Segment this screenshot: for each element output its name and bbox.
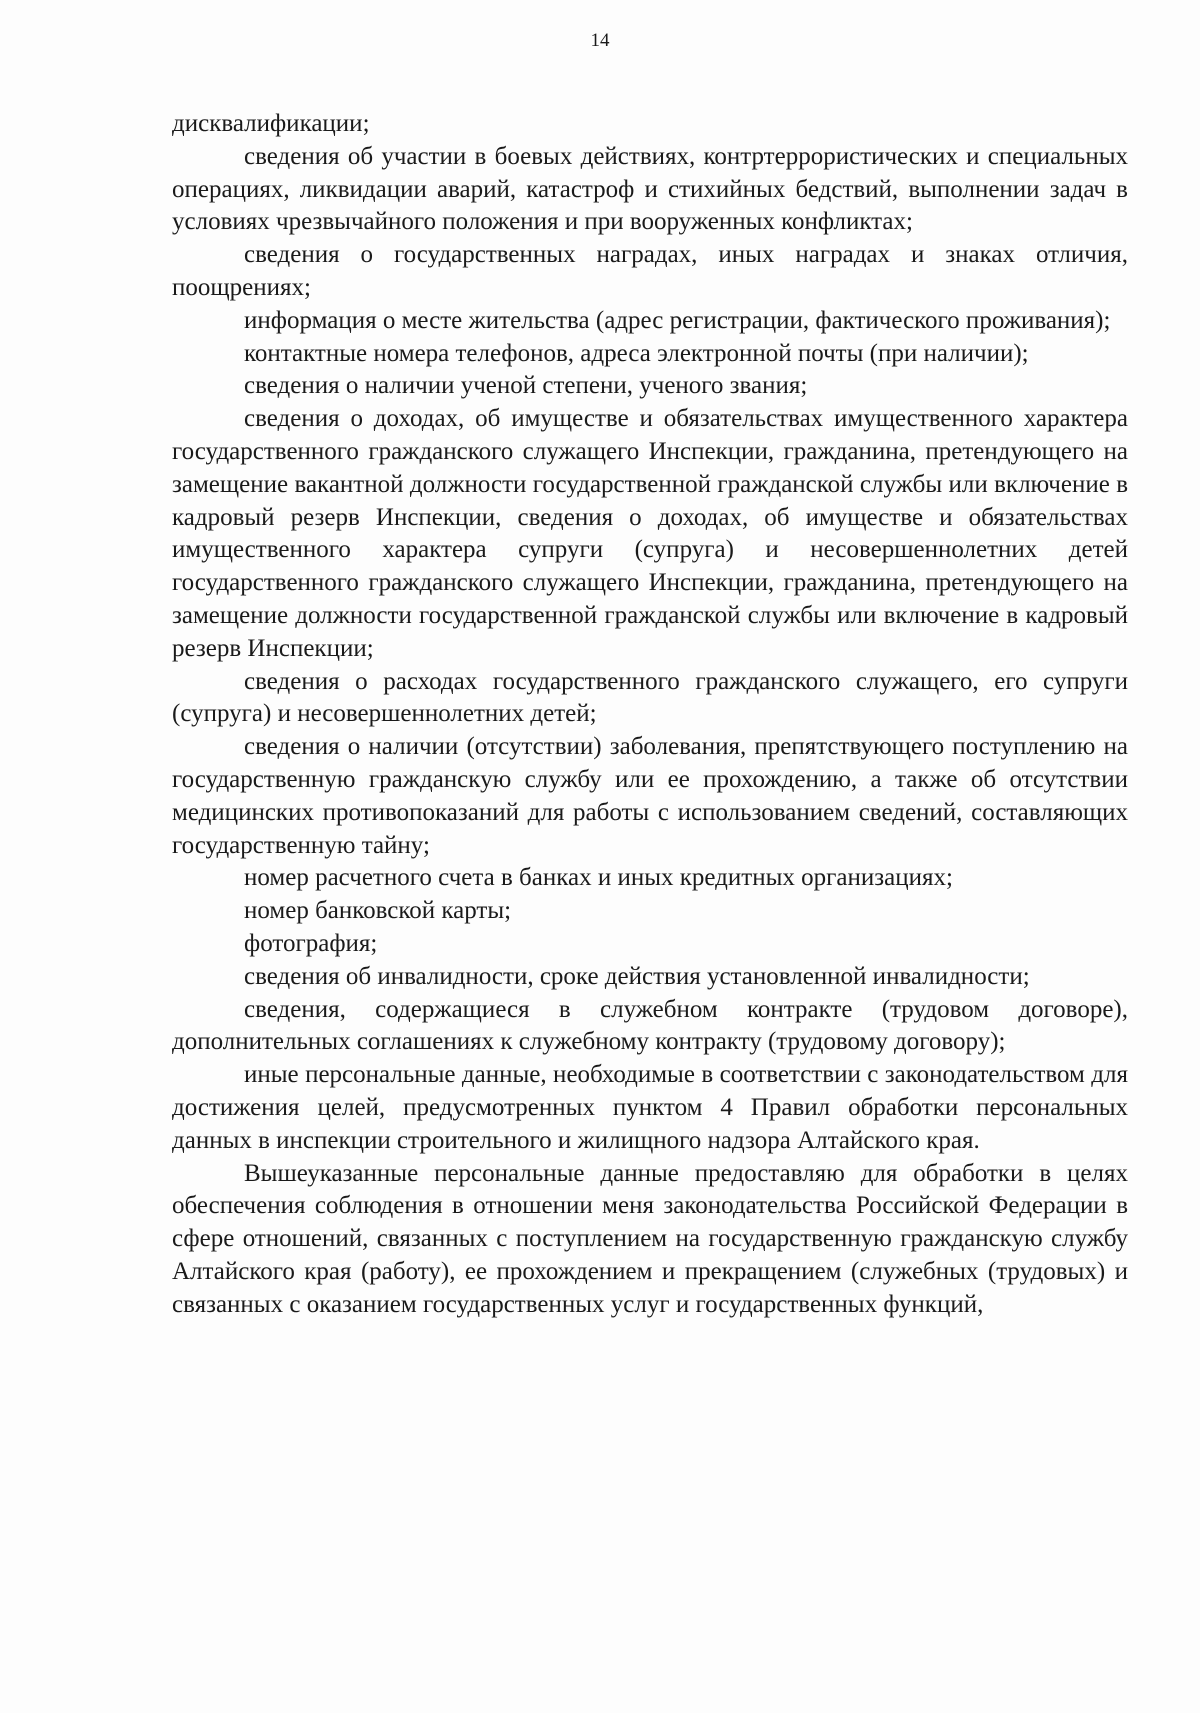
paragraph-expenses: сведения о расходах государственного гражданского служащего, его супруги (супруга) и несовершеннолетних детей; (172, 667, 1128, 728)
page-number: 14 (590, 30, 610, 51)
paragraph-academic-degree: сведения о наличии ученой степени, ученого звания; (244, 372, 808, 400)
paragraph-bank-card: номер банковской карты; (244, 897, 512, 925)
paragraph-other-data: иные персональные данные, необходимые в соответствии с законодательством для достижения целей, предусмотренных пунктом 4 Правил обработки персональных данных в инспекции строительного и жилищного надзора Алтайского края. (172, 1061, 1128, 1154)
paragraph-consent-purpose: Вышеуказанные персональные данные предоставляю для обработки в целях обеспечения соблюдения в отношении меня законодательства Российской Федерации в сфере отношений, связанных с поступлением на государственную гражданскую службу Алтайского края (работу), ее прохождением и прекращением (служебных (трудовых) и связанных с оказанием государственных услуг и государственных функций, (172, 1159, 1128, 1318)
document-body (172, 108, 1128, 1321)
paragraph-service-contract: сведения, содержащиеся в служебном контракте (трудовом договоре), дополнительных соглашениях к служебному контракту (трудовому договору); (172, 995, 1128, 1056)
paragraph-awards: сведения о государственных наградах, иных наградах и знаках отличия, поощрениях; (172, 241, 1128, 301)
paragraph-income-property: сведения о доходах, об имуществе и обязательствах имущественного характера государственного гражданского служащего Инспекции, гражданина, претендующего на замещение вакантной должности государственной гражданской службы или включение в кадровый резерв Инспекции, сведения о доходах, об имуществе и обязательствах имущественного характера супруги (супруга) и несовершеннолетних детей государственного гражданского служащего Инспекции, гражданина, претендующего на замещение должности государственной гражданской службы или включение в кадровый резерв Инспекции; (172, 405, 1128, 662)
paragraph-combat-participation: сведения об участии в боевых действиях, контртеррористических и специальных операциях, ликвидации аварий, катастроф и стихийных бедствий, выполнении задач в условиях чрезвычайного положения и при вооруженных конфликтах; (172, 142, 1128, 236)
paragraph-bank-account: номер расчетного счета в банках и иных кредитных организациях; (244, 864, 953, 892)
paragraph-contacts: контактные номера телефонов, адреса электронной почты (при наличии); (244, 339, 1029, 367)
paragraph-photo: фотография; (244, 929, 378, 957)
paragraph-disability: сведения об инвалидности, сроке действия установленной инвалидности; (244, 962, 1030, 990)
paragraph-medical: сведения о наличии (отсутствии) заболевания, препятствующего поступлению на государственную гражданскую службу или ее прохождению, а также об отсутствии медицинских противопоказаний для работы с использованием сведений, составляющих государственную тайну; (172, 733, 1128, 859)
paragraph-residence: информация о месте жительства (адрес регистрации, фактического проживания); (244, 306, 1111, 334)
paragraph-disqualification: дисквалификации; (172, 110, 370, 137)
